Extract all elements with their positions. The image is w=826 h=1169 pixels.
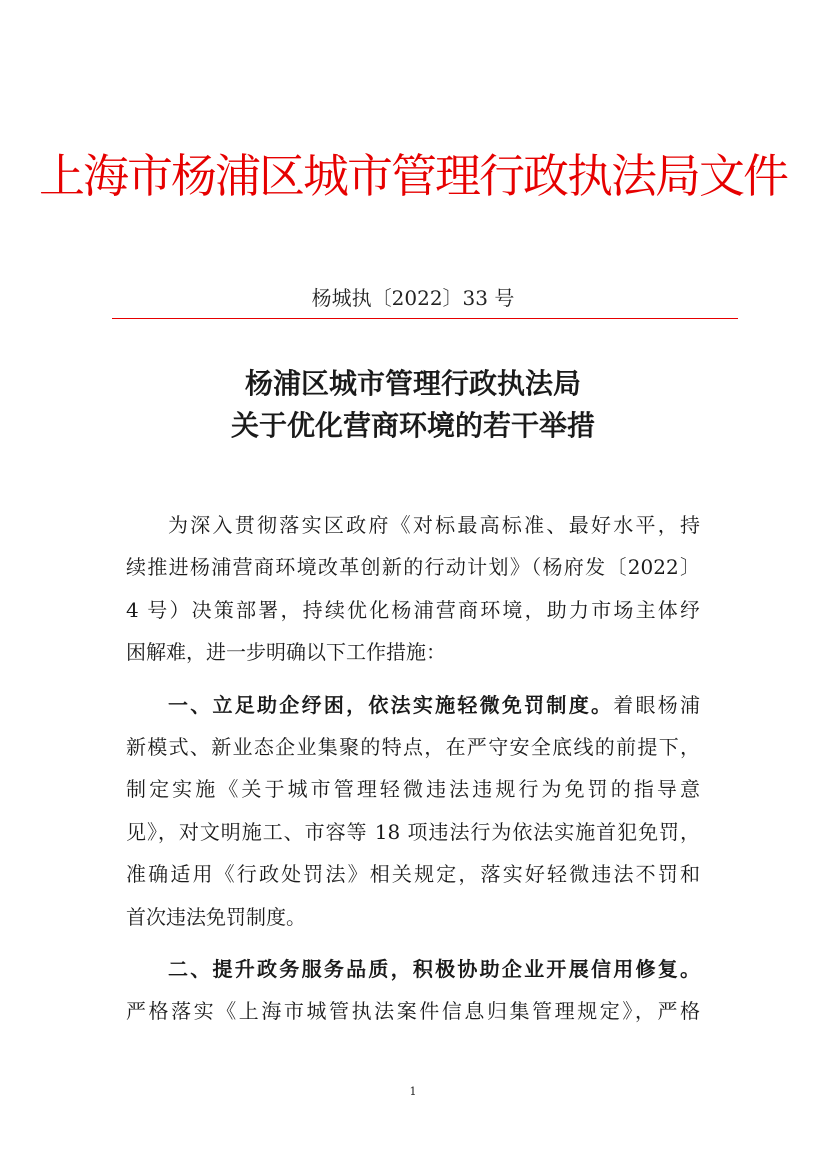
paragraph-line (126, 684, 700, 726)
section-2-paragraph (126, 948, 700, 1033)
section-1-paragraph (126, 684, 700, 938)
document-header-title: 上海市杨浦区城市管理行政执法局文件 (39, 149, 787, 203)
document-title (0, 363, 826, 447)
paragraph-line: 为深入贯彻落实区政府《对标最高标准、最好水平，持 (168, 513, 700, 537)
paragraph-line: 新模式、新业态企业集聚的特点，在严守安全底线的前提下， (126, 734, 700, 759)
section-1-heading: 一、立足助企纾困，依法实施轻微免罚制度。 (168, 692, 614, 717)
document-body (126, 504, 700, 1033)
paragraph-line: 困解难，进一步明确以下工作措施： (126, 640, 446, 665)
document-number: 杨城执〔2022〕33 号 (311, 286, 515, 310)
section-1-text: 着眼杨浦 (613, 692, 701, 717)
intro-paragraph (126, 504, 700, 674)
page-number: 1 (409, 1085, 417, 1098)
paragraph-line: 见》，对文明施工、市容等 18 项违法行为依法实施首犯免罚， (126, 819, 700, 844)
section-2-heading: 二、提升政务服务品质，积极协助企业开展信用修复。 (168, 956, 700, 981)
paragraph-line: 首次违法免罚制度。 (126, 904, 306, 929)
paragraph-line: 严格落实《上海市城管执法案件信息归集管理规定》，严格 (126, 999, 700, 1024)
document-title-line-1: 杨浦区城市管理行政执法局 (244, 367, 581, 400)
paragraph-line: 制定实施《关于城市管理轻微违法违规行为免罚的指导意 (126, 777, 700, 802)
red-divider-line (112, 318, 738, 319)
paragraph-line: 4 号）决策部署，持续优化杨浦营商环境，助力市场主体纾 (126, 597, 700, 622)
document-title-line-2: 关于优化营商环境的若干举措 (230, 409, 595, 442)
paragraph-line: 续推进杨浦营商环境改革创新的行动计划》（杨府发〔2022〕 (126, 555, 700, 580)
paragraph-line: 准确适用《行政处罚法》相关规定，落实好轻微违法不罚和 (126, 862, 700, 887)
paragraph-line (126, 948, 700, 990)
